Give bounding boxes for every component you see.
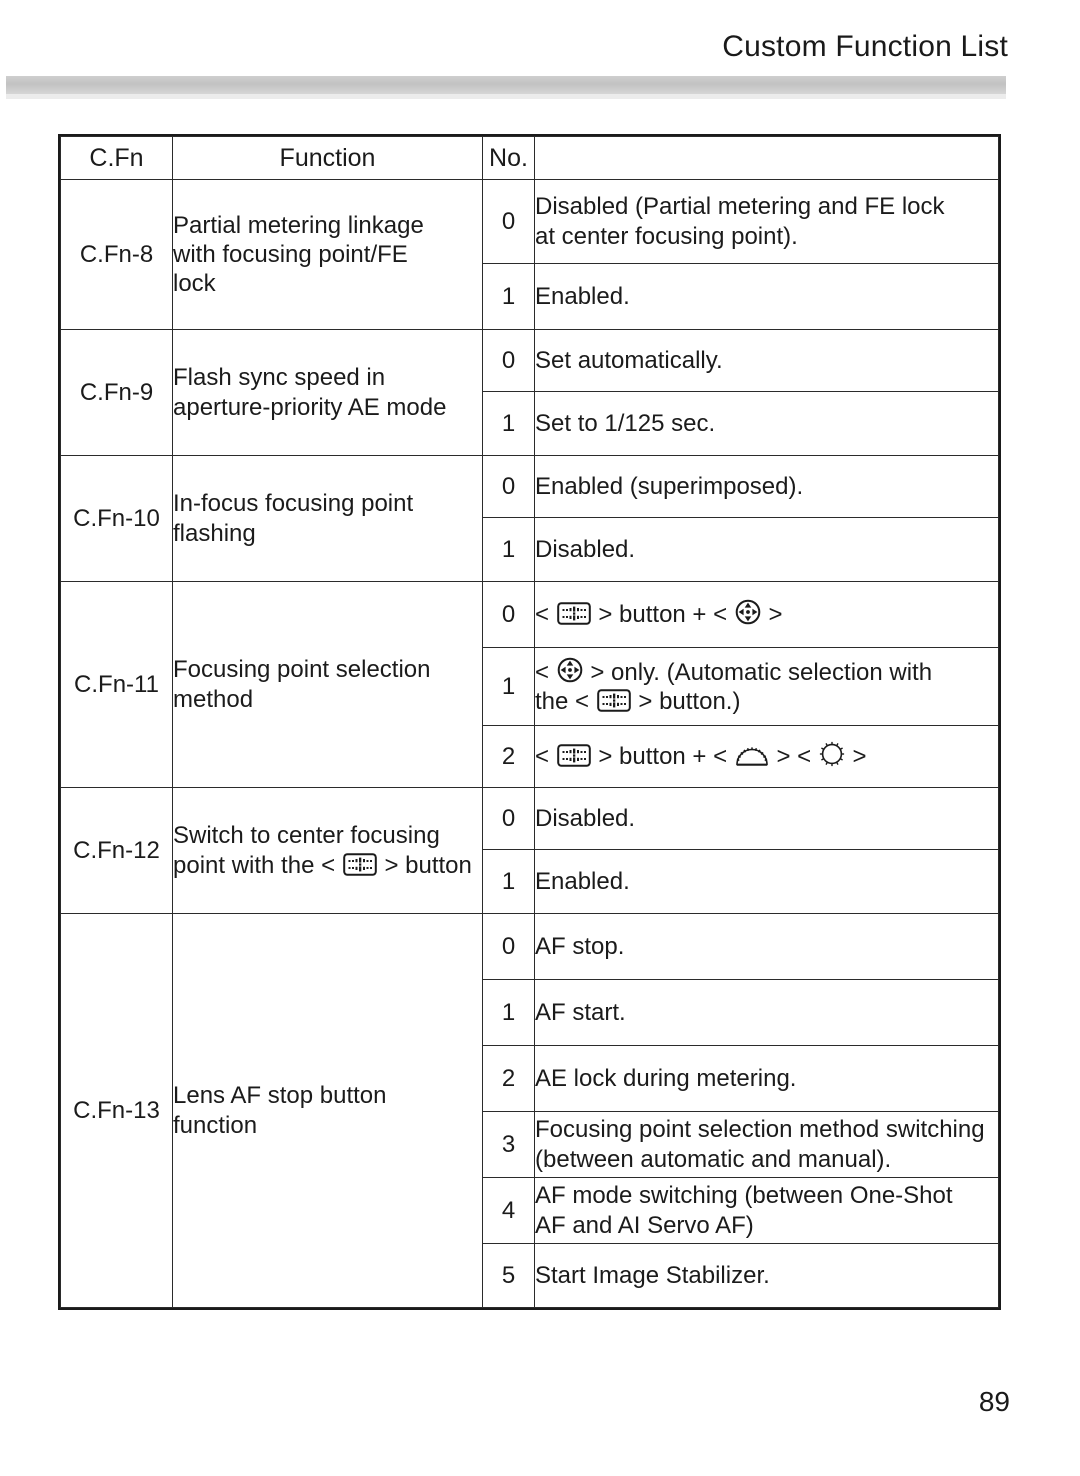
function-name-cell [173, 914, 483, 1308]
description-line: AF start. [535, 998, 626, 1026]
option-description-cell [535, 330, 999, 392]
option-description-cell [535, 1178, 999, 1244]
text-run: < [535, 601, 556, 629]
option-description-cell [535, 180, 999, 264]
cfn-id-label: C.Fn-10 [73, 504, 160, 532]
custom-function-table [60, 136, 999, 1308]
text-run: > button [377, 851, 472, 879]
column-header-description [535, 137, 999, 180]
option-description-cell [535, 980, 999, 1046]
option-description-cell [535, 456, 999, 518]
function-line: Flash sync speed in [173, 364, 386, 392]
function-line: method [173, 685, 254, 713]
option-number-cell: 3 [483, 1112, 535, 1178]
option-number-cell: 1 [483, 648, 535, 726]
function-line [173, 851, 482, 880]
description-line: Set automatically. [535, 346, 723, 374]
option-description-cell [535, 1046, 999, 1112]
option-description-cell [535, 582, 999, 648]
cfn-id-cell [61, 582, 173, 788]
cfn-id-label: C.Fn-8 [79, 240, 154, 268]
text-run: > [845, 743, 867, 771]
column-header-cfn: C.Fn [61, 137, 173, 180]
description-line [535, 599, 998, 629]
cfn-id-label: C.Fn-12 [73, 836, 160, 864]
cfn-id-cell [61, 914, 173, 1308]
table-row [61, 456, 999, 518]
option-number-cell: 1 [483, 518, 535, 582]
description-line: Disabled. [535, 804, 636, 832]
option-number-cell: 0 [483, 456, 535, 518]
function-line: lock [173, 270, 216, 298]
function-name-cell [173, 582, 483, 788]
function-line: Focusing point selection [173, 656, 431, 684]
option-description-cell [535, 726, 999, 788]
function-line: Partial metering linkage [173, 211, 424, 239]
function-name-cell [173, 456, 483, 582]
option-number-cell: 0 [483, 582, 535, 648]
description-line: Focusing point selection method switching [535, 1116, 985, 1144]
multi-controller-icon [735, 599, 761, 625]
cfn-id-label: C.Fn-13 [73, 1096, 160, 1124]
text-run: > < [769, 743, 818, 771]
text-run: the < [535, 688, 596, 715]
function-line [173, 821, 482, 850]
text-run: < [535, 743, 556, 771]
description-line: Start Image Stabilizer. [535, 1261, 770, 1289]
description-line: Enabled (superimposed). [535, 472, 804, 500]
option-number-cell: 1 [483, 980, 535, 1046]
function-line: In-focus focusing point [173, 490, 414, 518]
cfn-id-cell [61, 788, 173, 914]
text-run: > button.) [631, 688, 741, 715]
text-run: > button + < [591, 743, 734, 771]
cfn-id-cell [61, 456, 173, 582]
table-row [61, 788, 999, 850]
text-run: > only. (Automatic selection with [583, 658, 933, 686]
description-line: AE lock during metering. [535, 1064, 797, 1092]
af-point-selection-icon [557, 744, 591, 767]
description-line: Set to 1/125 sec. [535, 409, 716, 437]
description-line [535, 741, 998, 771]
option-number-cell: 1 [483, 392, 535, 456]
page-number: 89 [978, 1386, 1010, 1417]
description-line: AF stop. [535, 932, 625, 960]
quick-control-dial-icon [819, 741, 845, 767]
description-line: Disabled. [535, 535, 636, 563]
af-point-selection-icon [557, 602, 591, 625]
af-point-selection-icon [597, 689, 631, 712]
description-line: Disabled (Partial metering and FE lock [535, 193, 945, 221]
function-line: function [173, 1111, 258, 1139]
option-description-cell [535, 392, 999, 456]
description-line: AF and AI Servo AF) [535, 1211, 754, 1239]
description-line: AF mode switching (between One-Shot [535, 1182, 953, 1210]
description-line: (between automatic and manual). [535, 1145, 892, 1173]
description-line: Enabled. [535, 282, 630, 310]
option-number-cell: 2 [483, 1046, 535, 1112]
af-point-selection-icon [343, 853, 377, 876]
option-number-cell: 2 [483, 726, 535, 788]
header-divider-band [6, 76, 1006, 94]
option-number-cell: 1 [483, 850, 535, 914]
option-number-cell: 4 [483, 1178, 535, 1244]
function-line: flashing [173, 519, 256, 547]
function-line: with focusing point/FE [173, 240, 408, 268]
option-number-cell: 0 [483, 788, 535, 850]
text-run: < [535, 658, 556, 686]
column-header-no: No. [483, 137, 535, 180]
function-name-cell [173, 788, 483, 914]
text-run: point with the < [173, 851, 342, 879]
cfn-id-cell [61, 330, 173, 456]
cfn-id-label: C.Fn-11 [74, 670, 159, 698]
page-title: Custom Function List [722, 30, 1008, 63]
main-dial-icon [735, 746, 769, 767]
table-header-row [61, 137, 999, 180]
description-line: Enabled. [535, 867, 630, 895]
option-number-cell: 0 [483, 330, 535, 392]
option-number-cell: 5 [483, 1244, 535, 1308]
cfn-id-cell [61, 180, 173, 330]
multi-controller-icon [557, 657, 583, 683]
description-line [535, 657, 998, 687]
description-line [535, 687, 998, 716]
column-header-function: Function [173, 137, 483, 180]
option-description-cell [535, 788, 999, 850]
option-description-cell [535, 850, 999, 914]
text-run: > [761, 601, 783, 629]
table-row [61, 582, 999, 648]
option-description-cell [535, 518, 999, 582]
function-name-cell [173, 330, 483, 456]
option-description-cell [535, 1112, 999, 1178]
function-name-cell [173, 180, 483, 330]
cfn-id-label: C.Fn-9 [79, 378, 154, 406]
description-line: at center focusing point). [535, 222, 798, 250]
option-description-cell [535, 264, 999, 330]
option-description-cell [535, 1244, 999, 1308]
option-number-cell: 0 [483, 180, 535, 264]
text-run: > button + < [591, 601, 734, 629]
option-number-cell: 0 [483, 914, 535, 980]
option-description-cell [535, 914, 999, 980]
table-row [61, 914, 999, 980]
table-row [61, 180, 999, 264]
table-row [61, 330, 999, 392]
text-run: Switch to center focusing [173, 822, 440, 850]
function-line: Lens AF stop button [173, 1082, 387, 1110]
function-line: aperture-priority AE mode [173, 393, 447, 421]
option-number-cell: 1 [483, 264, 535, 330]
option-description-cell [535, 648, 999, 726]
